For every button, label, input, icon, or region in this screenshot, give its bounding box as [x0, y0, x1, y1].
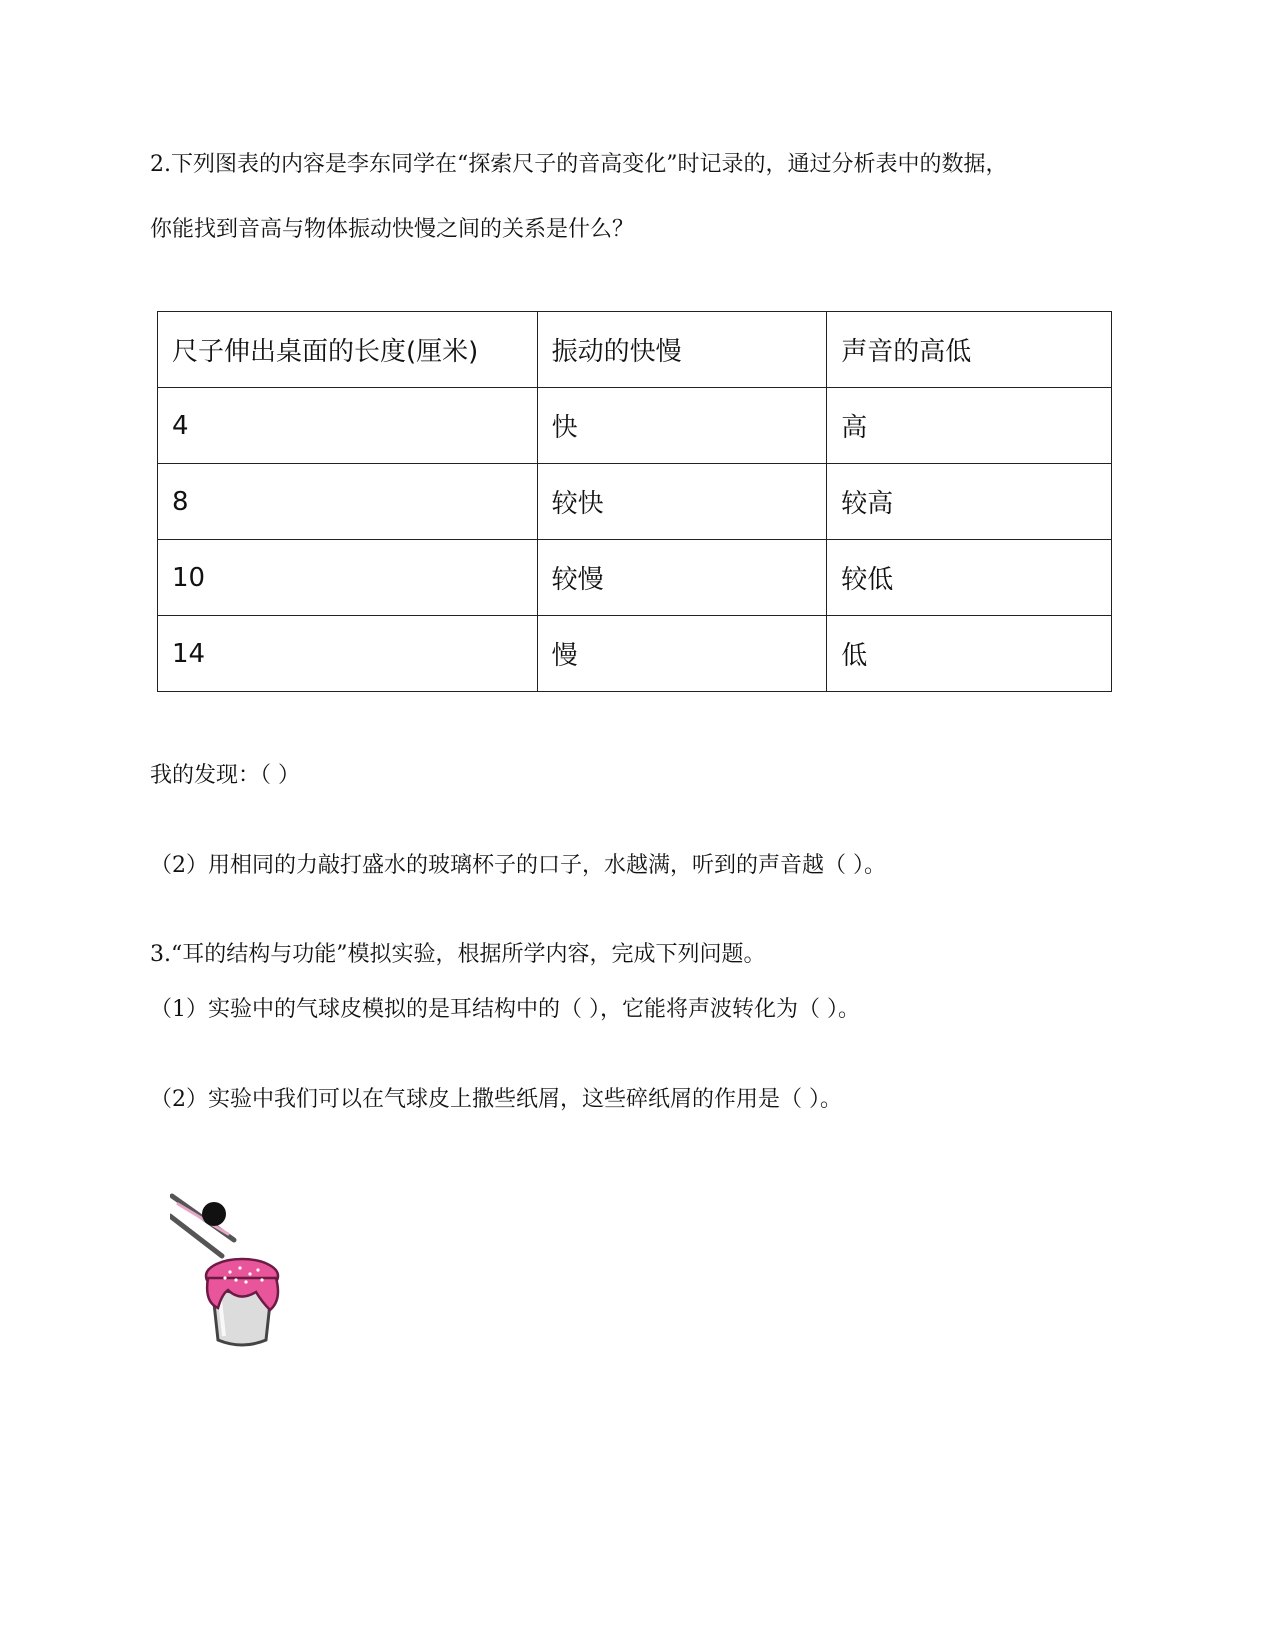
table-row	[158, 540, 1112, 616]
mallet-icon	[202, 1202, 226, 1226]
cell-pitch: 高	[827, 388, 1112, 464]
table-header-row	[158, 312, 1112, 388]
question3-sub1: （1）实验中的气球皮模拟的是耳结构中的（ ），它能将声波转化为（ ）。	[150, 997, 860, 1022]
drum-and-stick-icon	[170, 1190, 300, 1360]
cell-length: 4	[158, 388, 538, 464]
question3-sub2: （2）实验中我们可以在气球皮上撒些纸屑，这些碎纸屑的作用是（ ）。	[150, 1087, 842, 1112]
question3-title: 3.“耳的结构与功能”模拟实验，根据所学内容，完成下列问题。	[150, 942, 766, 967]
ruler-pitch-table	[157, 311, 1112, 692]
cell-speed: 较慢	[537, 540, 827, 616]
table-row	[158, 388, 1112, 464]
cell-length: 14	[158, 616, 538, 692]
question2-text-line1: 2.下列图表的内容是李东同学在“探索尺子的音高变化”时记录的，通过分析表中的数据，	[150, 152, 1008, 177]
cell-pitch: 较低	[827, 540, 1112, 616]
table-row	[158, 464, 1112, 540]
question2-text-line2: 你能找到音高与物体振动快慢之间的关系是什么？	[150, 217, 635, 242]
question2-sub2: （2）用相同的力敲打盛水的玻璃杯子的口子，水越满，听到的声音越（ ）。	[150, 853, 886, 878]
header-vibration-speed: 振动的快慢	[537, 312, 827, 388]
cell-speed: 快	[537, 388, 827, 464]
table-row	[158, 616, 1112, 692]
cell-pitch: 较高	[827, 464, 1112, 540]
cell-speed: 慢	[537, 616, 827, 692]
cell-pitch: 低	[827, 616, 1112, 692]
header-ruler-length: 尺子伸出桌面的长度(厘米)	[158, 312, 538, 388]
header-pitch: 声音的高低	[827, 312, 1112, 388]
cell-speed: 较快	[537, 464, 827, 540]
my-finding-prompt: 我的发现：（ ）	[150, 763, 300, 788]
cell-length: 8	[158, 464, 538, 540]
stick-icon	[170, 1196, 234, 1256]
cell-length: 10	[158, 540, 538, 616]
